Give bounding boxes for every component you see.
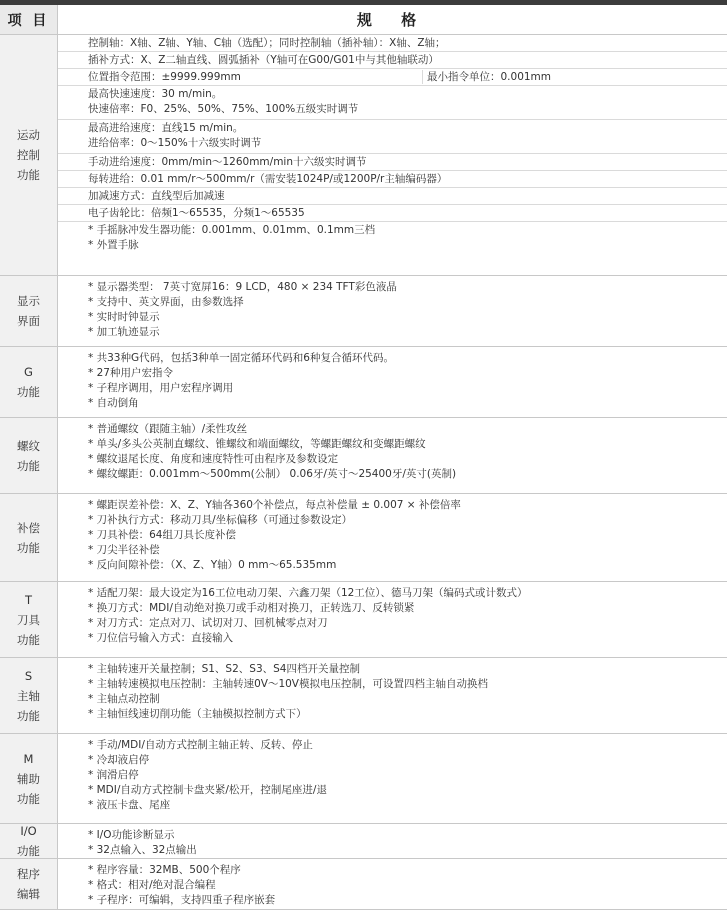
spec-line: * 程序容量：32MB、500个程序 <box>88 864 241 876</box>
spec-section <box>0 494 727 582</box>
spec-row <box>58 86 727 120</box>
spec-content <box>58 859 727 909</box>
header-spec: 规 格 <box>356 11 429 29</box>
spec-list <box>58 494 727 577</box>
category-label: 程序 <box>17 867 40 881</box>
spec-line: * 实时时钟显示 <box>88 311 160 323</box>
category-cell <box>0 859 58 909</box>
spec-line: 每转进给：0.01 mm/r～500mm/r（需安装1024P/或1200P/r主轴编码器） <box>88 173 448 185</box>
spec-content <box>58 734 727 823</box>
spec-list <box>58 582 727 650</box>
spec-line: * 螺纹退尾长度、角度和速度特性可由程序及参数设定 <box>88 453 339 465</box>
category-label: 功能 <box>17 632 40 647</box>
spec-content <box>58 658 727 733</box>
spec-line: * I/O功能诊断显示 <box>88 829 175 841</box>
category-cell <box>0 658 58 733</box>
category-cell <box>0 734 58 823</box>
category-label: 螺纹 <box>17 438 40 453</box>
spec-section <box>0 418 727 494</box>
table-header <box>0 5 727 35</box>
spec-content <box>58 418 727 493</box>
category-label: 功能 <box>17 385 40 399</box>
spec-content <box>58 276 727 346</box>
category-label: 界面 <box>17 314 40 328</box>
spec-line: * 螺纹螺距：0.001mm～500mm(公制） 0.06牙/英寸～25400牙/英寸(英制) <box>88 468 457 480</box>
spec-section <box>0 658 727 734</box>
spec-line: 控制轴：X轴、Z轴、Y轴、C轴（选配）；同时控制轴（插补轴）：X轴、Z轴； <box>88 37 446 49</box>
category-label: 刀具 <box>17 612 40 627</box>
spec-content <box>58 35 727 275</box>
category-cell <box>0 35 58 275</box>
category-label: S <box>24 668 33 683</box>
spec-line: 手动进给速度：0mm/min～1260mm/min十六级实时调节 <box>88 156 367 168</box>
spec-list <box>58 824 727 862</box>
category-label: 控制 <box>17 148 40 162</box>
spec-row <box>58 205 727 222</box>
spec-line: * 手摇脉冲发生器功能：0.001mm、0.01mm、0.1mm三档 <box>88 224 376 236</box>
spec-line: 电子齿轮比：倍频1～65535，分频1～65535 <box>88 207 305 219</box>
spec-content <box>58 824 727 858</box>
spec-list <box>58 418 727 486</box>
category-cell <box>0 418 58 493</box>
spec-line: * 刀尖半径补偿 <box>88 544 160 556</box>
spec-line: * 液压卡盘、尾座 <box>88 799 171 811</box>
spec-list <box>58 658 727 726</box>
spec-line: * 外置手脉 <box>88 239 139 251</box>
spec-line: * 反向间隙补偿：（X、Z、Y轴）0 mm～65.535mm <box>88 559 337 571</box>
spec-section <box>0 734 727 824</box>
category-label: 功能 <box>17 168 40 182</box>
spec-row <box>58 171 727 188</box>
spec-row <box>58 188 727 205</box>
spec-list <box>58 276 727 344</box>
spec-line: * 子程序：可编辑，支持四重子程序嵌套 <box>88 894 276 906</box>
spec-line: 加减速方式：直线型后加减速 <box>88 190 225 202</box>
spec-line: * 加工轨迹显示 <box>88 326 160 338</box>
category-label: 功能 <box>17 540 40 555</box>
spec-line: * 支持中、英文界面，由参数选择 <box>88 296 244 308</box>
spec-section <box>0 582 727 658</box>
spec-section <box>0 35 727 276</box>
spec-line: 快速倍率：F0、25%、50%、75%、100%五级实时调节 <box>88 103 359 115</box>
category-label: 主轴 <box>17 688 40 703</box>
spec-table <box>0 35 727 910</box>
category-label: 功能 <box>17 791 40 806</box>
spec-section <box>0 276 727 347</box>
category-label: M <box>23 751 34 766</box>
category-label: 功能 <box>17 844 40 858</box>
spec-line: * 润滑启停 <box>88 769 139 781</box>
spec-row <box>58 222 727 256</box>
spec-line: * 对刀方式：定点对刀、试切对刀、回机械零点对刀 <box>88 617 328 629</box>
spec-line: * 子程序调用，用户宏程序调用 <box>88 382 234 394</box>
spec-list <box>58 859 727 912</box>
spec-line: * 主轴点动控制 <box>88 693 160 705</box>
spec-list <box>58 734 727 817</box>
spec-line: 进给倍率：0～150%十六级实时调节 <box>88 137 262 149</box>
spec-line: 位置指令范围：±9999.999mm <box>88 71 241 83</box>
spec-content <box>58 494 727 581</box>
spec-line: * 螺距误差补偿：X、Z、Y轴各360个补偿点，每点补偿量 ± 0.007 × 补偿倍率 <box>88 499 461 511</box>
spec-row <box>58 154 727 171</box>
spec-line: * MDI/自动方式控制卡盘夹紧/松开，控制尾座进/退 <box>88 784 327 796</box>
spec-line: * 32点输入、32点输出 <box>88 844 197 856</box>
category-cell <box>0 582 58 657</box>
spec-line: * 主轴转速开关量控制；S1、S2、S3、S4四档开关量控制 <box>88 663 360 675</box>
category-label: 功能 <box>17 708 40 723</box>
spec-line: * 自动倒角 <box>88 397 139 409</box>
spec-line: * 刀具补偿：64组刀具长度补偿 <box>88 529 236 541</box>
category-cell <box>0 347 58 417</box>
spec-extra: 最小指令单位：0.001mm <box>422 70 727 84</box>
spec-content <box>58 582 727 657</box>
category-label: G <box>24 365 33 379</box>
category-label: 补偿 <box>17 520 40 535</box>
spec-section <box>0 824 727 859</box>
spec-line: * 刀位信号输入方式：直接输入 <box>88 632 234 644</box>
spec-line: * 适配刀架：最大设定为16工位电动刀架、六鑫刀架（12工位）、德马刀架（编码式或计数式） <box>88 587 528 599</box>
spec-line: * 显示器类型： 7英寸宽屏16：9 LCD，480 × 234 TFT彩色液晶 <box>88 281 397 293</box>
spec-line: * 刀补执行方式：移动刀具/坐标偏移（可通过参数设定） <box>88 514 353 526</box>
spec-list <box>58 347 727 415</box>
category-label: I/O <box>20 824 37 838</box>
spec-row <box>58 120 727 154</box>
spec-line: * 27种用户宏指令 <box>88 367 173 379</box>
spec-section <box>0 347 727 418</box>
spec-line: * 格式：相对/绝对混合编程 <box>88 879 216 891</box>
spec-line: 插补方式：X、Z二轴直线、圆弧插补（Y轴可在G00/G01中与其他轴联动） <box>88 54 439 66</box>
category-label: T <box>24 592 33 607</box>
spec-line: * 普通螺纹（跟随主轴）/柔性攻丝 <box>88 423 248 435</box>
spec-row <box>58 35 727 52</box>
spec-row <box>58 52 727 69</box>
category-label: 运动 <box>17 128 40 142</box>
spec-row <box>58 69 727 86</box>
category-cell <box>0 494 58 581</box>
spec-line: 最高快速速度：30 m/min。 <box>88 88 223 100</box>
spec-line: * 手动/MDI/自动方式控制主轴正转、反转、停止 <box>88 739 313 751</box>
category-cell <box>0 824 58 858</box>
spec-content <box>58 347 727 417</box>
category-label: 辅助 <box>17 771 40 786</box>
category-label: 显示 <box>17 294 40 308</box>
category-cell <box>0 276 58 346</box>
category-label: 功能 <box>17 458 40 473</box>
spec-line: 最高进给速度：直线15 m/min。 <box>88 122 244 134</box>
spec-section <box>0 859 727 910</box>
spec-line: * 共33种G代码，包括3种单一固定循环代码和6种复合循环代码。 <box>88 352 394 364</box>
spec-line: * 冷却液启停 <box>88 754 150 766</box>
spec-line: * 换刀方式：MDI/自动绝对换刀或手动相对换刀，正转选刀、反转锁紧 <box>88 602 415 614</box>
spec-line: * 主轴恒线速切削功能（主轴模拟控制方式下） <box>88 708 307 720</box>
spec-line: * 主轴转速模拟电压控制：主轴转速0V～10V模拟电压控制，可设置四档主轴自动换档 <box>88 678 488 690</box>
spec-line: * 单头/多头公英制直螺纹、锥螺纹和端面螺纹，等螺距螺纹和变螺距螺纹 <box>88 438 426 450</box>
category-label: 编辑 <box>17 887 40 901</box>
header-item: 项 目 <box>0 5 58 34</box>
